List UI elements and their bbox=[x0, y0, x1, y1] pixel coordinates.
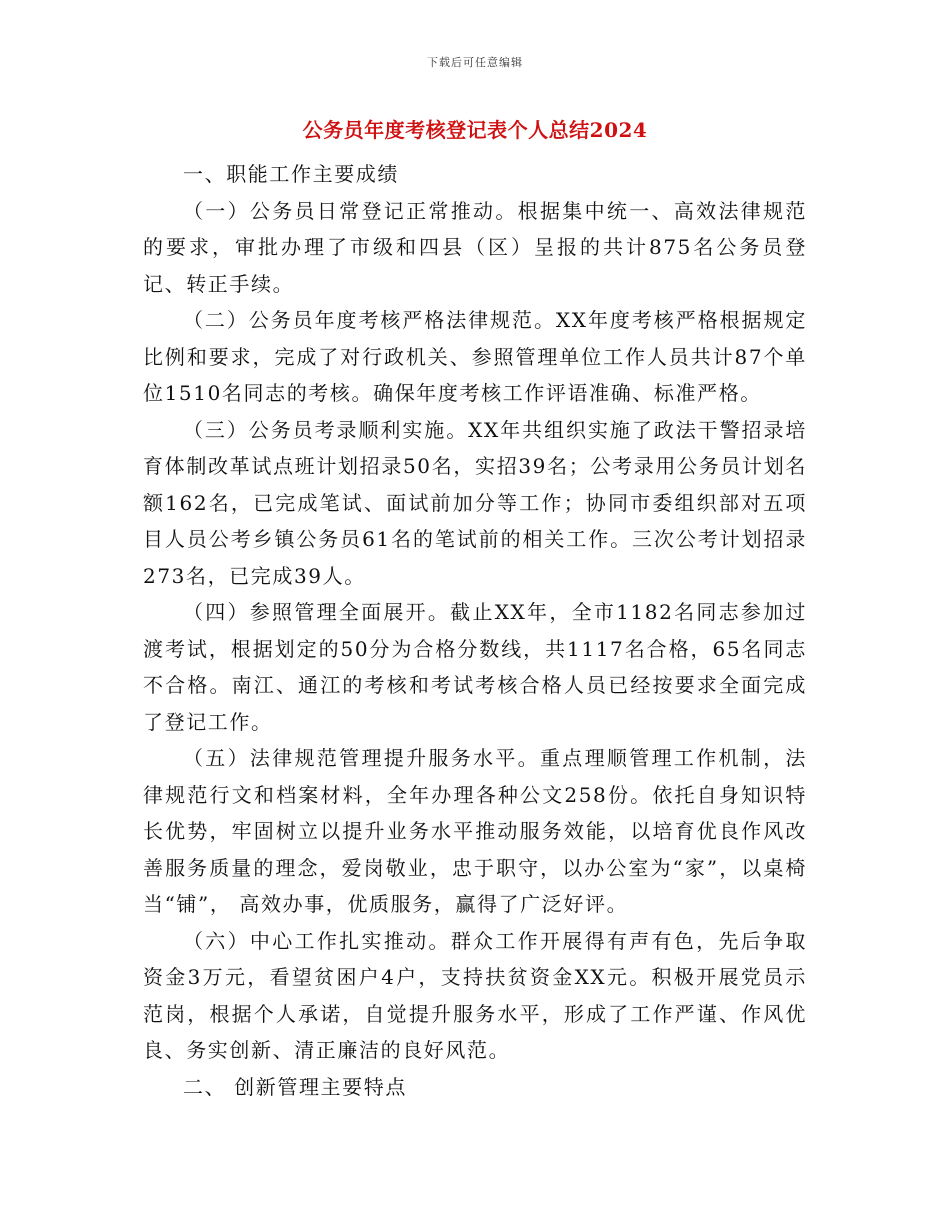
header-note: 下载后可任意编辑 bbox=[427, 56, 523, 69]
document-title: 公务员年度考核登记表个人总结2024 bbox=[302, 118, 648, 142]
section-heading-innovation: 二、 创新管理主要特点 bbox=[183, 1074, 407, 1099]
paragraph-reference-management: （四）参照管理全面展开。截止XX年，全市1182名同志参加过渡考试，根据划定的50分为合格分数线，共1117名合格，65名同志不合格。南江、通江的考核和考试考核合格人员已经按要求全面完成了登记工作。 bbox=[143, 600, 807, 734]
document-body bbox=[143, 156, 807, 1105]
paragraph-service-level: （五）法律规范管理提升服务水平。重点理顺管理工作机制，法律规范行文和档案材料，全年办理各种公文258份。依托自身知识特长优势，牢固树立以提升业务水平推动服务效能，以培育优良作风改善服务质量的理念，爱岗敬业，忠于职守，以办公室为“家”，以桌椅当“铺”， 高效办事，优质服务，赢得了广泛好评。 bbox=[143, 746, 807, 916]
section-heading-achievements: 一、职能工作主要成绩 bbox=[183, 162, 399, 186]
paragraph-central-work: （六）中心工作扎实推动。群众工作开展得有声有色，先后争取资金3万元，看望贫困户4户，支持扶贫资金XX元。积极开展党员示范岗，根据个人承诺，自觉提升服务水平，形成了工作严谨、作风优良、务实创新、清正廉洁的良好风范。 bbox=[143, 928, 807, 1062]
paragraph-annual-assessment: （二）公务员年度考核严格法律规范。XX年度考核严格根据规定比例和要求，完成了对行政机关、参照管理单位工作人员共计87个单位1510名同志的考核。确保年度考核工作评语准确、标准严格。 bbox=[143, 308, 807, 405]
paragraph-registration: （一）公务员日常登记正常推动。根据集中统一、高效法律规范的要求，审批办理了市级和四县（区）呈报的共计875名公务员登记、转正手续。 bbox=[143, 198, 807, 296]
paragraph-recruitment: （三）公务员考录顺利实施。XX年共组织实施了政法干警招录培育体制改革试点班计划招录50名，实招39名；公考录用公务员计划名额162名，已完成笔试、面试前加分等工作；协同市委组织部对五项目人员公考乡镇公务员61名的笔试前的相关工作。三次公考计划招录273名，已完成39人。 bbox=[143, 417, 807, 588]
